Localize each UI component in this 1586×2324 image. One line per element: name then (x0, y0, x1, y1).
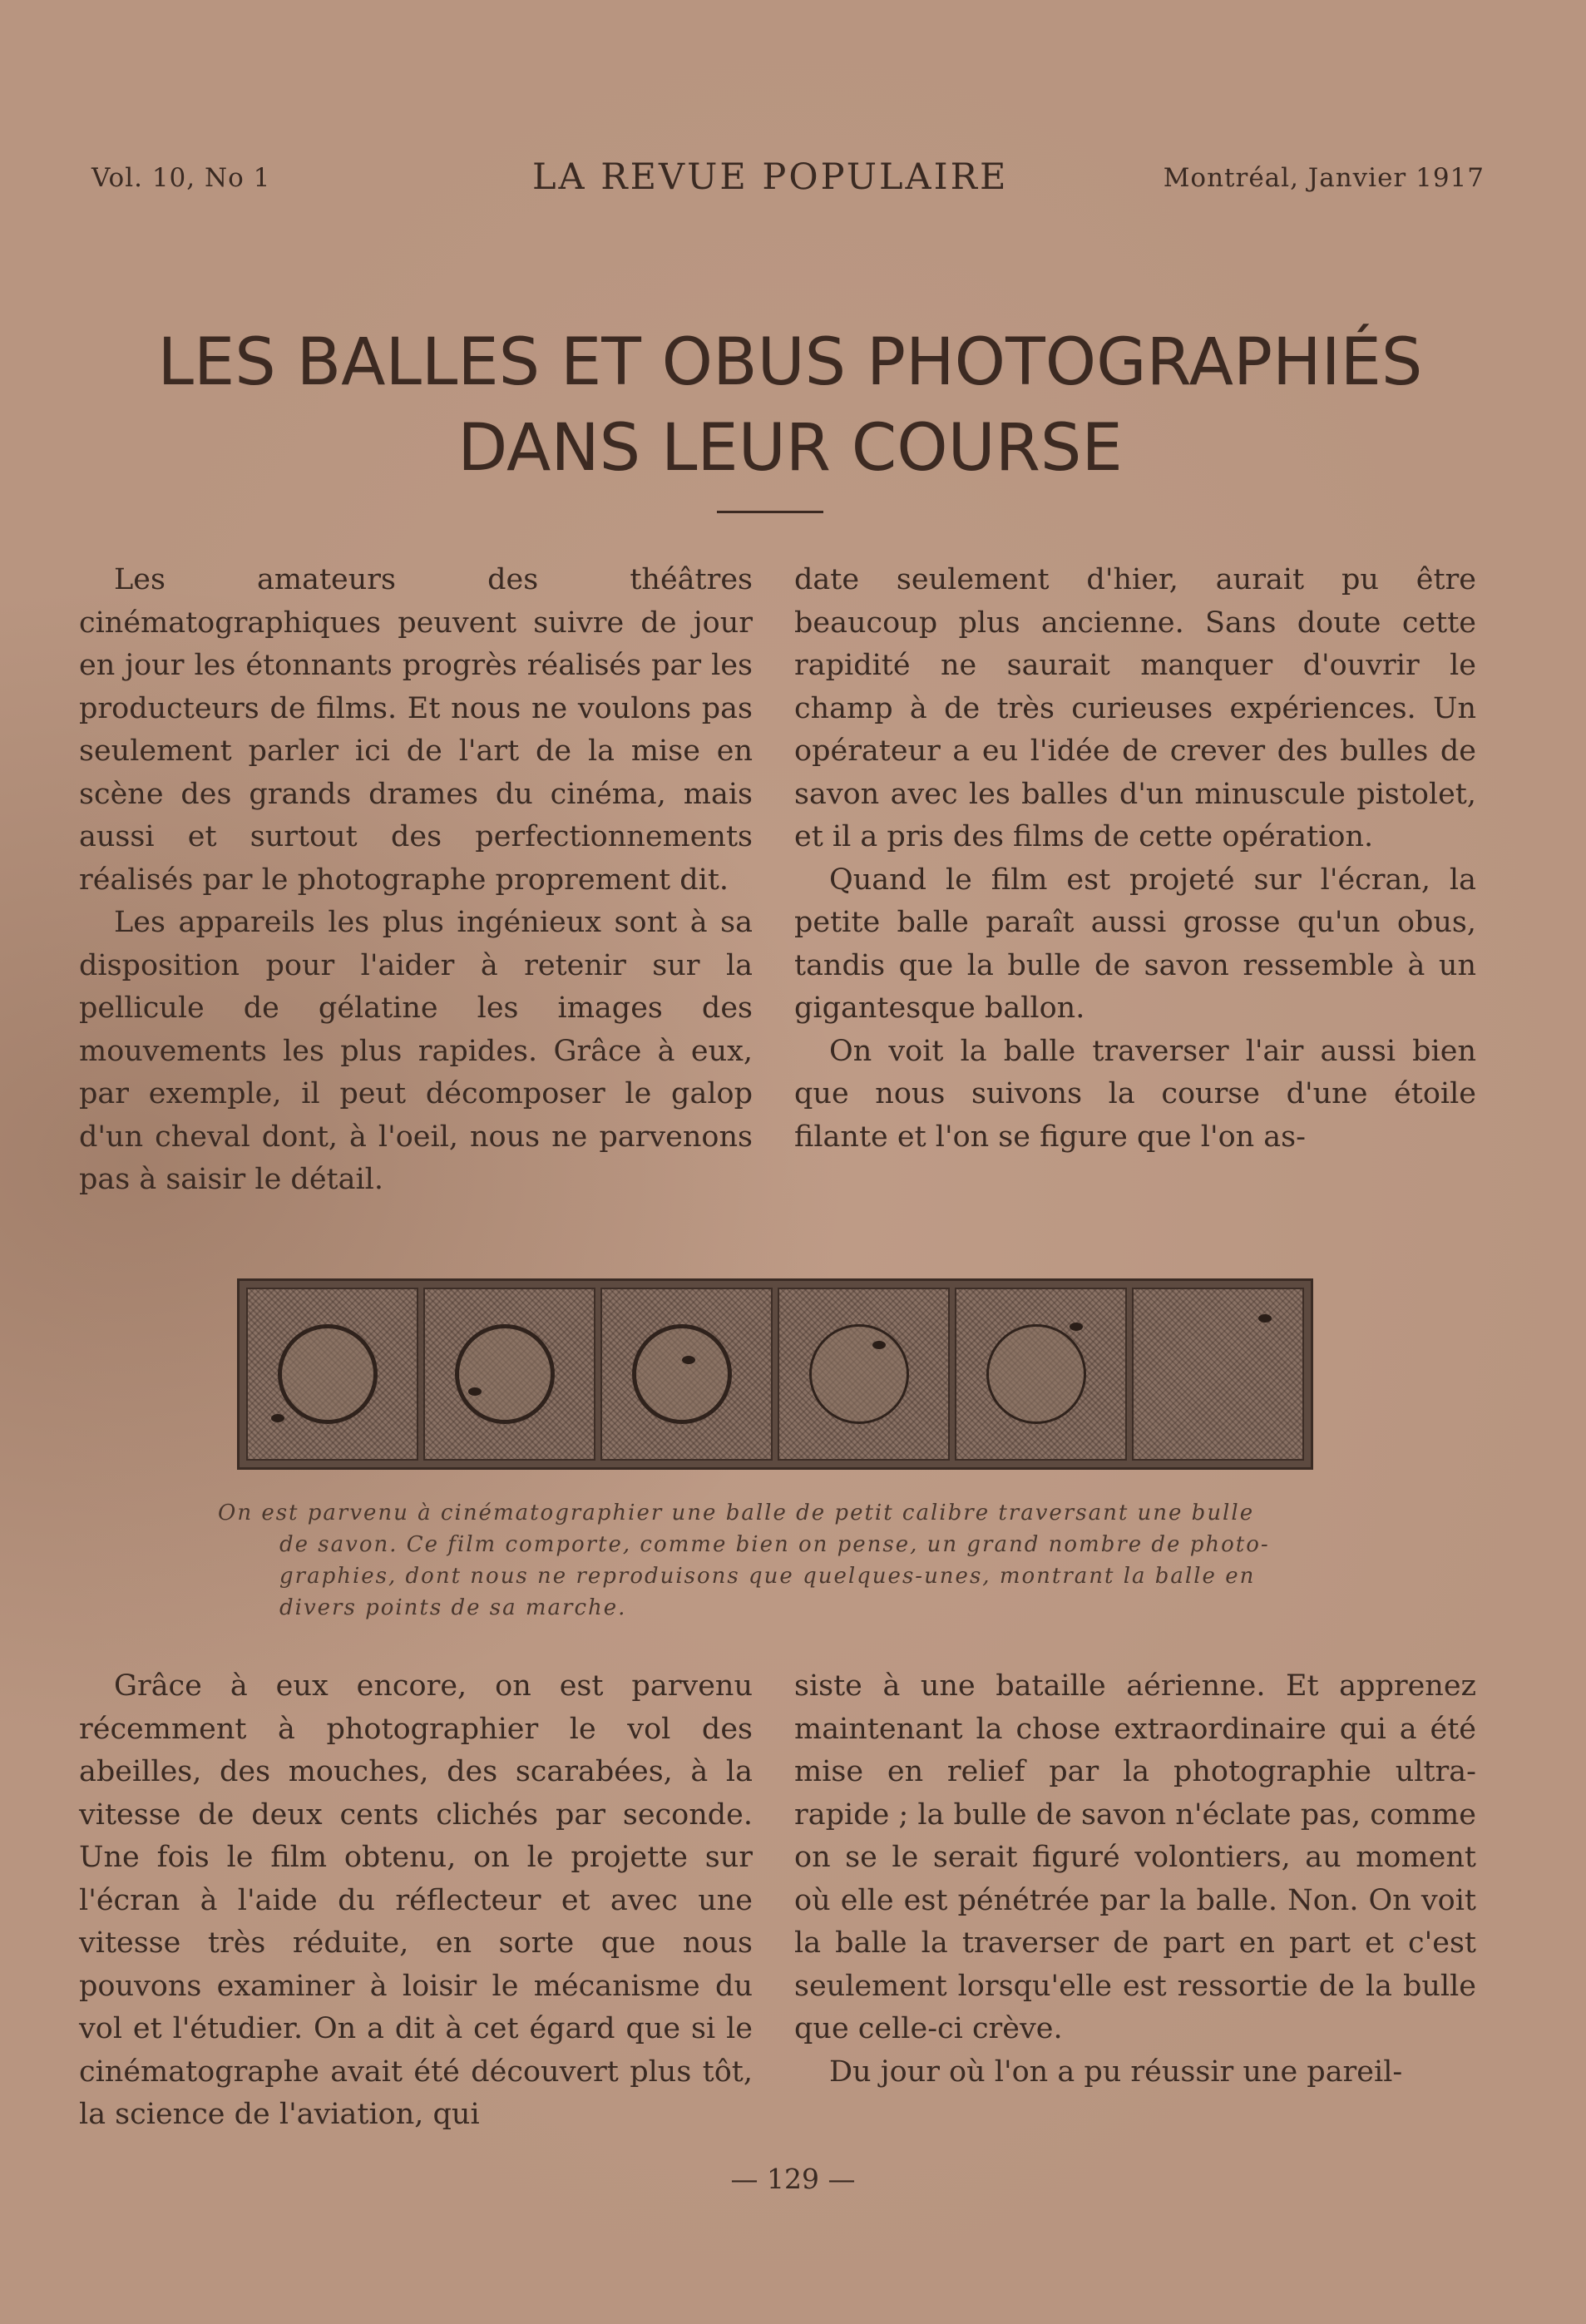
paragraph: date seulement d'hier, aurait pu être beaucoup plus ancienne. Sans doute cette rapidité ne saurait manquer d'ouvrir le champ à de très curieuses expériences. Un opérateur a eu l'idée de crever des bulles de savon avec les balles d'un minuscule pistolet, et il a pris des films de cette opération. (794, 563, 1476, 853)
film-frame (423, 1288, 595, 1461)
film-strip-photo (237, 1278, 1313, 1470)
title-line-1: LES BALLES ET OBUS PHOTOGRAPHIÉS (157, 325, 1423, 400)
paragraph: Les amateurs des théâtres cinématographiques peuvent suivre de jour en jour les étonnants progrès réalisés par les producteurs de films. Et nous ne voulons pas seulement parler ici de l'art de la mise en scène des grands drames du cinéma, mais aussi et surtout des perfectionnements réalisés par le photographe proprement dit. (79, 563, 753, 897)
text-column-4 (794, 1665, 1476, 2094)
title-line-2: DANS LEUR COURSE (457, 411, 1123, 486)
bullet-shape (468, 1387, 482, 1396)
paragraph: On voit la balle traverser l'air aussi bien que nous suivons la course d'une étoile filante et l'on se figure que l'on as- (794, 1034, 1476, 1154)
page-number: — 129 — (730, 2163, 856, 2195)
caption-line: de savon. Ce film comporte, comme bien on pense, un grand nombre de photo- (279, 1532, 1270, 1557)
text-column-3 (79, 1665, 753, 2137)
paragraph: Les appareils les plus ingénieux sont à sa disposition pour l'aider à retenir sur la pellicule de gélatine les images des mouvements les plus rapides. Grâce à eux, par exemple, il peut décomposer le galop d'un cheval dont, à l'oeil, nous ne parvenons pas à saisir le détail. (79, 906, 753, 1196)
caption-line: divers points de sa marche. (279, 1595, 627, 1620)
paragraph: Grâce à eux encore, on est parvenu récemment à photographier le vol des abeilles, des mouches, des scarabées, à la vitesse de deux cents clichés par seconde. Une fois le film obtenu, on le projette sur l'écran à l'aide du réflecteur et avec une vitesse très réduite, en sorte que nous pouvons examiner à loisir le mécanisme du vol et l'étudier. On a dit à cet égard que si le cinématographe avait été découvert plus tôt, la science de l'aviation, qui (79, 1669, 753, 2131)
soap-bubble-shape (278, 1324, 378, 1424)
paragraph: siste à une bataille aérienne. Et apprenez maintenant la chose extraordinaire qui a été mise en relief par la photographie ultra-rapide ; la bulle de savon n'éclate pas, comme on se le serait figuré volontiers, au moment où elle est pénétrée par la balle. Non. On voit la balle la traverser de part en part et c'est seulement lorsqu'elle est ressortie de la bulle que celle-ci crève. (794, 1669, 1476, 2045)
text-column-1 (79, 559, 753, 1202)
film-frame (1132, 1288, 1304, 1461)
soap-bubble-shape (632, 1324, 732, 1424)
bullet-shape (872, 1341, 886, 1349)
bullet-shape (1070, 1323, 1083, 1331)
place-date: Montréal, Janvier 1917 (1163, 163, 1485, 193)
soap-bubble-shape (986, 1324, 1086, 1424)
publication-name: LA REVUE POPULAIRE (532, 156, 1009, 198)
bullet-shape (682, 1356, 695, 1364)
film-frame (600, 1288, 773, 1461)
bullet-shape (271, 1414, 284, 1422)
caption-line: graphies, dont nous ne reproduisons que quelques-unes, montrant la balle en (279, 1564, 1256, 1589)
volume-number: Vol. 10, No 1 (91, 163, 271, 193)
article-title (83, 320, 1497, 492)
bullet-shape (1258, 1314, 1272, 1323)
film-frame (955, 1288, 1127, 1461)
paragraph: Quand le film est projeté sur l'écran, la petite balle paraît aussi grosse qu'un obus, tandis que la bulle de savon ressemble à un gigantesque ballon. (794, 863, 1476, 1025)
text-column-2 (794, 559, 1476, 1159)
soap-bubble-shape (455, 1324, 555, 1424)
page-header (91, 156, 1485, 206)
title-divider (717, 511, 823, 513)
film-frame (778, 1288, 950, 1461)
paragraph: Du jour où l'on a pu réussir une pareil- (829, 2055, 1403, 2089)
film-frame (246, 1288, 418, 1461)
caption-line: On est parvenu à cinématographier une balle de petit calibre traversant une bulle (218, 1501, 1255, 1525)
figure-caption (218, 1497, 1324, 1624)
soap-bubble-shape (809, 1324, 909, 1424)
